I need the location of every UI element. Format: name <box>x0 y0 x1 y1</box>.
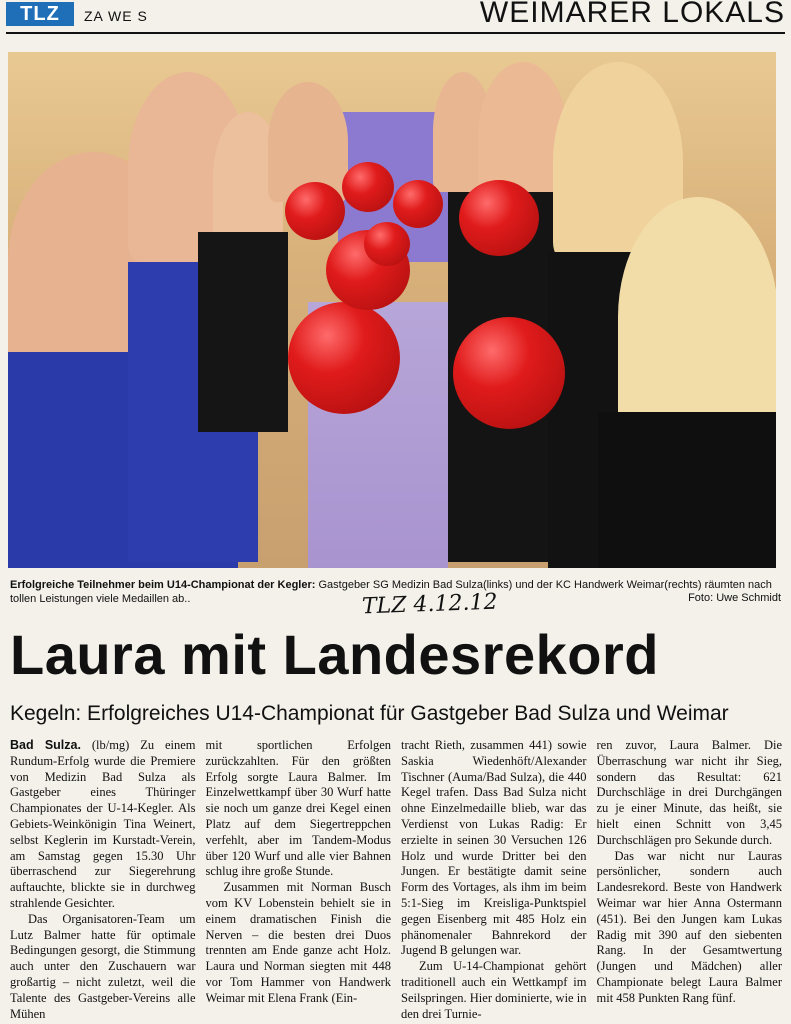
team-photo <box>8 52 776 568</box>
handwritten-date: TLZ 4.12.12 <box>361 589 498 620</box>
masthead <box>0 0 791 34</box>
paragraph: Zum U-14-Championat gehört traditionell auch ein Wettkampf im Seilspringen. Hier dominierte, wie in den drei Turnie- <box>401 959 587 1020</box>
shirt-8 <box>598 412 776 568</box>
section-label: ZA WE S <box>84 8 148 24</box>
headline: Laura mit Landesrekord <box>10 623 659 686</box>
article-column-3 <box>401 738 587 1020</box>
paragraph: Zusammen mit Norman Busch vom KV Lobenstein behielt sie in einem dramatischen Finish die Nerven – die besten drei Duos trennten am Ende ganze acht Holz. Laura und Norman siegten mit 448 vor Tom Hammer von Handwerk Weimar mit Elena Frank (Ein- <box>205 880 391 1005</box>
article-column-4 <box>597 738 783 1020</box>
section-title: WEIMARER LOKALS <box>479 0 785 29</box>
paragraph: Bad Sulza. (lb/mg) Zu einem Rundum-Erfolg wurde die Premiere von Medizin Bad Sulza als Gastgeber eines Thüringer Championates der U-14-Kegler. Als Gebiets-Weinkönigin Tina Weinert, selbst Keglerin im Kurstadt-Verein, am Samstag gegen 15.30 Uhr überraschend zur Siegerehrung auftauchte, blickte sie in durchweg strahlende Gesichter. <box>10 738 196 910</box>
dateline: Bad Sulza. <box>10 738 81 752</box>
bowling-ball <box>288 302 400 414</box>
article-column-2 <box>206 738 392 1020</box>
caption-lead: Erfolgreiche Teilnehmer beim U14-Championat der Kegler: <box>10 579 316 591</box>
bowling-ball <box>364 222 410 266</box>
caption-text: Gastgeber SG Medizin Bad Sulza(links) und der KC Handwerk Weimar(rechts) räumten nach tollen Leistungen viele Medaillen ab.. <box>10 579 772 605</box>
shirt-3 <box>198 232 288 432</box>
paragraph: tracht Rieth, zusammen 441) sowie Saskia Wiedenhöft/Alexander Tischner (Auma/Bad Sulza), die 440 Kegel trafen. Dass Bad Sulza nicht ohne Einzelmedaille blieb, war das Verdienst von Lukas Radig: Er erzielte in seinen 30 Versuchen 126 Holz und wurde Dritter bei den Jungen. Er bestätigte damit seine Form des Vortages, als ihm im beim 5:1-Sieg im Kreisliga-Punktspiel gegen Eisenberg mit 485 Holz ein phänomenaler Bahnrekord der Jugend B gelungen war. <box>401 738 587 958</box>
bowling-ball <box>393 180 443 228</box>
masthead-rule <box>6 32 785 34</box>
paragraph: Das war nicht nur Lauras persönlicher, sondern auch Landesrekord. Beste von Handwerk Weimar war hier Anna Ostermann (451). Bei den Jungen kam Lukas Radig mit 390 auf den siebenten Rang. In der Gesamtwertung (Jungen und Mädchen) aller Championate belegt Laura Balmer mit 458 Punkten Rang fünf. <box>596 848 782 1005</box>
paragraph: mit sportlichen Erfolgen zurückzahlten. Für den größten Erfolg sorgte Laura Balmer. Im Einzelwettkampf über 30 Wurf hatte sie noch um ganze drei Kegel einen Platz auf dem Siegertreppchen verfehlt, aber im Tandem-Modus über 120 Wurf und alle vier Bahnen schlug ihre große Stunde. <box>205 738 391 879</box>
article-column-1 <box>10 738 196 1020</box>
paragraph: Das Organisatoren-Team um Lutz Balmer hatte für optimale Bedingungen gesorgt, die Stimmung auch unter den Zuschauern war großartig – nicht zuletzt, weil die Talente des Gastgeber-Vereins alle Mühen <box>10 911 196 1020</box>
newspaper-logo: TLZ <box>6 2 74 26</box>
person-8 <box>618 197 776 437</box>
article-body <box>10 738 782 1020</box>
bowling-ball <box>459 180 539 256</box>
paragraph: ren zuvor, Laura Balmer. Die Überraschung war nicht ihr Sieg, sondern das Resultat: 621 Durchschläge in drei Durchgängen zu je einer Minute, das heißt, sie hielt einen Schnitt von 3,45 Durchschlägen pro Sekunde durch. <box>596 738 782 847</box>
subheadline: Kegeln: Erfolgreiches U14-Championat für Gastgeber Bad Sulza und Weimar <box>10 702 729 725</box>
bowling-ball <box>453 317 565 429</box>
bowling-ball <box>342 162 394 212</box>
photo-credit: Foto: Uwe Schmidt <box>688 592 781 604</box>
bowling-ball <box>285 182 345 240</box>
